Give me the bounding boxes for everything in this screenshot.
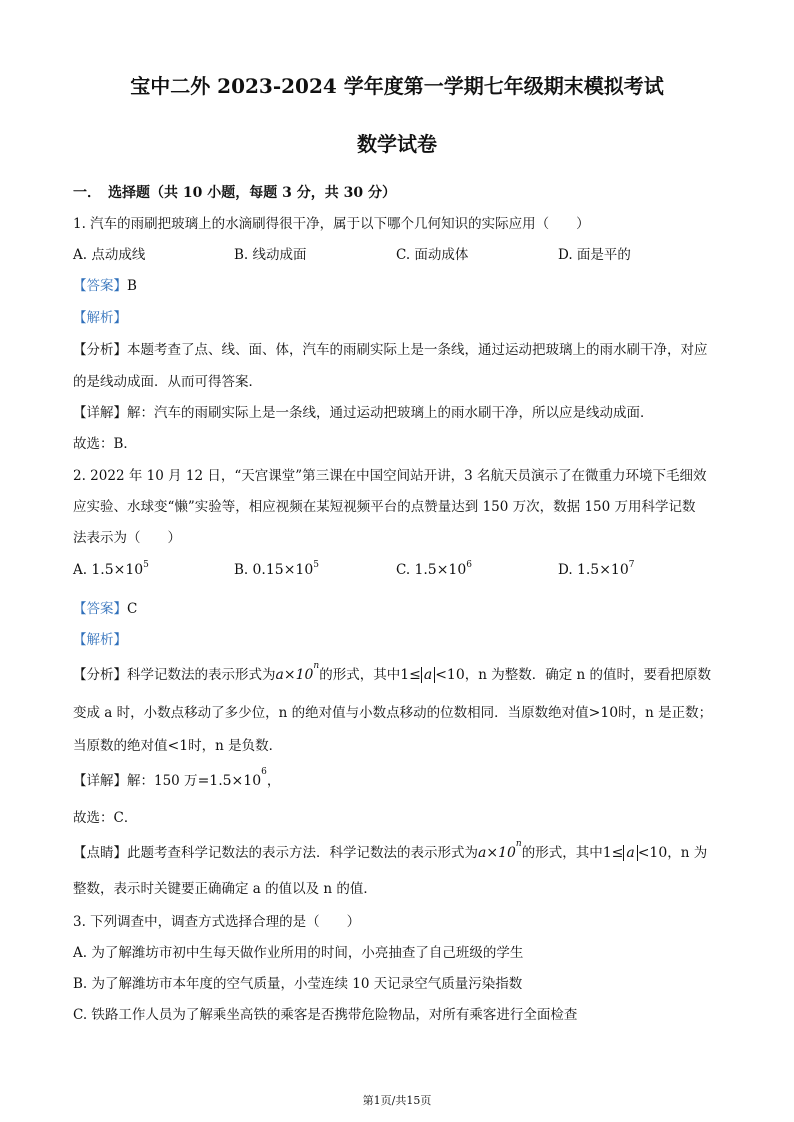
q2-analysis-tag: 【解析】 — [73, 632, 127, 648]
q3-option-c: C. 铁路工作人员为了解乘坐高铁的乘客是否携带危险物品，对所有乘客进行全面检查 — [73, 1007, 578, 1023]
q2-option-b — [234, 562, 319, 578]
formula-exponent: n — [515, 839, 522, 849]
formula-exponent: n — [313, 661, 320, 671]
answer-value: C — [127, 601, 138, 617]
q2-stem-line2: 应实验、水球变“懒”实验等，相应视频在某短视频平台的点赞量达到 150 万次，数据 150 万用科学记数 — [73, 499, 696, 515]
inequality-left: 1≤ — [400, 667, 421, 683]
q2-stem-line3: 法表示为（ ） — [73, 530, 181, 546]
q1-stem: 1. 汽车的雨刷把玻璃上的水滴刷得很干净，属于以下哪个几何知识的实际应用（ ） — [73, 216, 590, 232]
dianjing-tag: 【点睛】 — [73, 845, 127, 861]
formula: a×10 — [275, 667, 314, 683]
exam-subtitle: 数学试卷 — [357, 132, 437, 156]
q2-fenxi-line2 — [73, 701, 712, 721]
q2-dianjing-line2: 整数，表示时关键要正确确定 a 的值以及 n 的值． — [73, 881, 377, 897]
page-number: 第1页/共15页 — [362, 1094, 432, 1107]
detail-tag: 【详解】 — [73, 405, 127, 421]
fenxi-text: 时，n 是正数； — [618, 705, 713, 721]
exam-title: 宝中二外 2023-2024 学年度第一学期七年级期末模拟考试 — [130, 74, 664, 98]
q1-fenxi-line2: 的是线动成面．从而可得答案． — [73, 374, 262, 390]
q2-choose: 故选：C． — [73, 810, 138, 826]
inequality-right: <10 — [435, 667, 465, 683]
inequality-left: 1≤ — [602, 845, 624, 861]
detail-exponent: 6 — [261, 767, 267, 777]
option-mantissa: 0.15×10 — [252, 562, 314, 578]
fenxi-text: 当原数的绝对值 — [73, 738, 168, 754]
detail-text: 解：汽车的雨刷实际上是一条线，通过运动把玻璃上的雨水刷干净，所以应是线动成面． — [127, 405, 654, 421]
answer-tag: 【答案】 — [73, 278, 127, 294]
detail-text: ， — [266, 773, 281, 789]
q3-option-b: B. 为了解潍坊市本年度的空气质量，小莹连续 10 天记录空气质量污染指数 — [73, 976, 523, 992]
fenxi-tag: 【分析】 — [73, 667, 127, 683]
q3-option-a: A. 为了解潍坊市初中生每天做作业所用的时间，小亮抽查了自己班级的学生 — [73, 945, 524, 961]
detail-tag: 【详解】 — [73, 773, 127, 789]
option-mantissa: 1.5×10 — [91, 562, 144, 578]
option-exponent: 5 — [313, 560, 319, 570]
q2-option-a — [73, 562, 149, 578]
answer-tag: 【答案】 — [73, 601, 127, 617]
inequality-right: <10 — [637, 845, 668, 861]
q2-dianjing-line1 — [73, 841, 707, 861]
dianjing-text: ，n 为 — [667, 845, 708, 861]
inequality: >10 — [588, 705, 619, 721]
q1-analysis-tag: 【解析】 — [73, 310, 127, 326]
detail-text: 解：150 万 — [127, 773, 198, 789]
fenxi-text: 变成 a 时，小数点移动了多少位，n 的绝对值与小数点移动的位数相同．当原数绝对值 — [73, 705, 589, 721]
option-exponent: 6 — [466, 560, 472, 570]
q1-detail — [73, 401, 654, 421]
q2-fenxi-line1 — [73, 663, 711, 683]
option-exponent: 7 — [628, 560, 635, 570]
fenxi-text: 科学记数法的表示形式为 — [127, 667, 276, 683]
q1-answer — [73, 274, 137, 294]
fenxi-text: ，n 为整数．确定 n 的值时，要看把原数 — [464, 667, 712, 683]
fenxi-text: 时，n 是负数． — [188, 738, 283, 754]
q1-fenxi-line1 — [73, 338, 708, 358]
option-label: C. — [396, 562, 411, 578]
q1-choose: 故选：B． — [73, 436, 137, 452]
fenxi-tag: 【分析】 — [73, 342, 127, 358]
option-exponent: 5 — [143, 560, 149, 570]
fenxi-text: 本题考查了点、线、面、体，汽车的雨刷实际上是一条线，通过运动把玻璃上的雨水刷干净，对应 — [127, 342, 708, 358]
q2-stem-line1: 2. 2022 年 10 月 12 日，“天宫课堂”第三课在中国空间站开讲，3 名航天员演示了在微重力环境下毛细效 — [73, 468, 707, 484]
formula: a×10 — [478, 845, 516, 861]
q2-detail — [73, 769, 280, 789]
dianjing-text: 此题考查科学记数法的表示方法．科学记数法的表示形式为 — [127, 845, 478, 861]
q1-option-c: C. 面动成体 — [396, 247, 469, 263]
option-mantissa: 1.5×10 — [576, 562, 629, 578]
q3-stem: 3. 下列调查中，调查方式选择合理的是（ ） — [73, 914, 361, 930]
q2-fenxi-line3 — [73, 734, 282, 754]
q2-option-d — [558, 562, 634, 578]
detail-formula: =1.5×10 — [197, 773, 262, 789]
option-label: D. — [558, 562, 573, 578]
option-label: B. — [234, 562, 249, 578]
option-label: A. — [73, 562, 88, 578]
q2-answer — [73, 597, 137, 617]
q1-option-b: B. 线动成面 — [234, 247, 307, 263]
q1-option-d: D. 面是平的 — [558, 247, 631, 263]
absolute-value: a — [623, 845, 637, 861]
option-mantissa: 1.5×10 — [414, 562, 467, 578]
inequality: <1 — [167, 738, 189, 754]
section-heading: 一． 选择题（共 10 小题，每题 3 分，共 30 分） — [73, 185, 396, 201]
q2-option-c — [396, 562, 472, 578]
answer-value: B — [127, 278, 137, 294]
absolute-value: a — [421, 667, 435, 683]
q1-option-a: A. 点动成线 — [73, 247, 146, 263]
dianjing-text: 的形式，其中 — [521, 845, 603, 861]
fenxi-text: 的形式，其中 — [319, 667, 401, 683]
